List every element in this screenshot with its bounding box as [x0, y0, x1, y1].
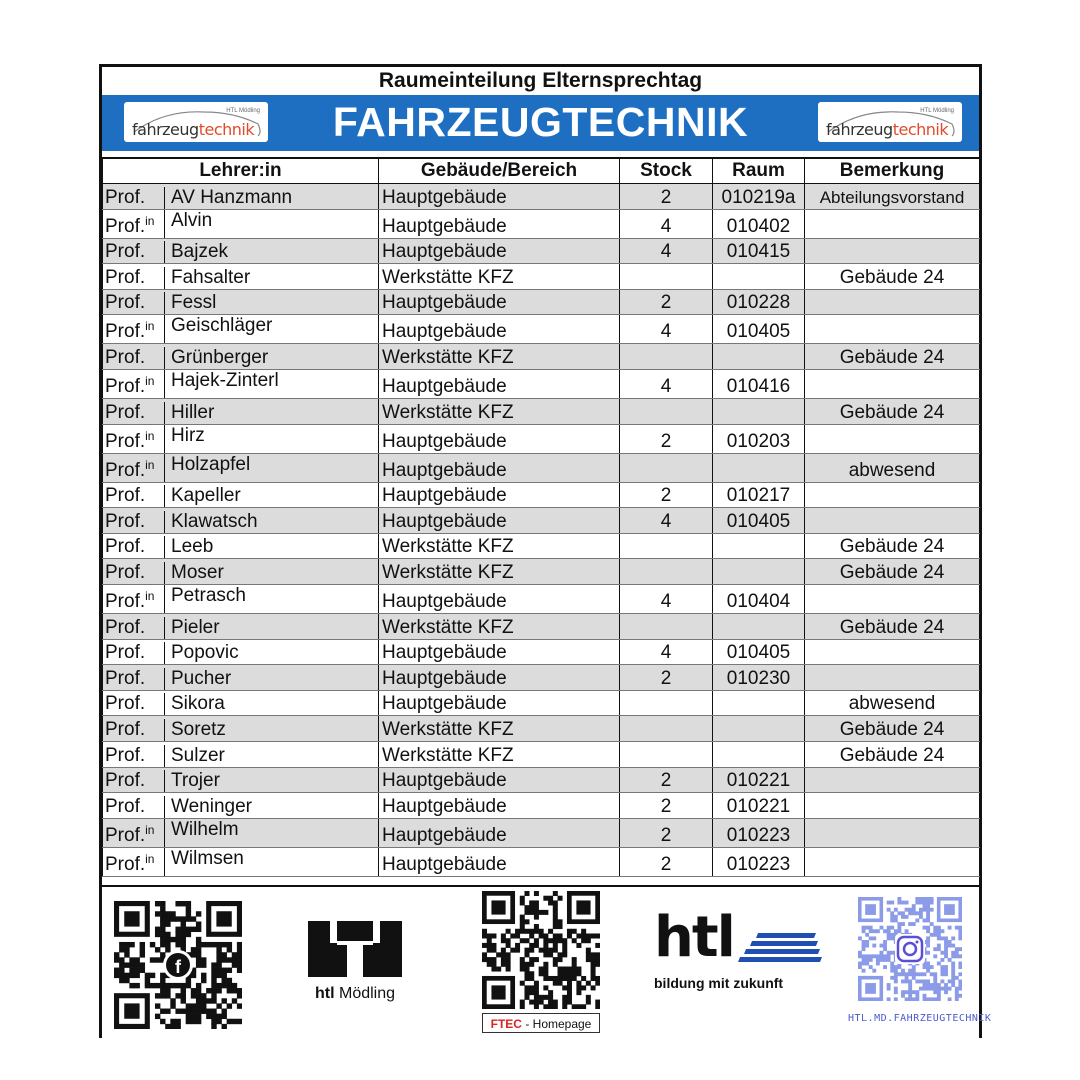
teacher-cell: [103, 665, 379, 691]
building-cell: Hauptgebäude: [379, 584, 620, 613]
ftec-homepage-caption: FTEC - Homepage: [482, 1013, 600, 1033]
note-cell: Gebäude 24: [805, 716, 980, 742]
teacher-title: Prof.: [103, 241, 165, 263]
note-cell: Gebäude 24: [805, 398, 980, 424]
table-row: [103, 716, 980, 742]
teacher-name: Popovic: [171, 642, 239, 664]
table-row: [103, 453, 980, 482]
teacher-title: Prof.: [103, 485, 165, 507]
table-row: [103, 818, 980, 847]
table-row: [103, 613, 980, 639]
stock-cell: [620, 344, 713, 370]
ftec-homepage-qr: [482, 891, 602, 1037]
stock-cell: [620, 453, 713, 482]
teacher-cell: [103, 398, 379, 424]
teacher-cell: [103, 344, 379, 370]
teacher-title: Prof.: [103, 693, 165, 715]
note-cell: [805, 424, 980, 453]
room-cell: 010416: [713, 369, 805, 398]
building-cell: Werkstätte KFZ: [379, 344, 620, 370]
column-header-building: Gebäude/Bereich: [379, 159, 620, 184]
header-separator: [102, 151, 979, 159]
teacher-title: Prof.: [103, 347, 165, 369]
teacher-cell: [103, 793, 379, 819]
teacher-name: Wilhelm: [171, 818, 239, 840]
table-row: [103, 264, 980, 290]
stock-cell: 4: [620, 209, 713, 238]
room-cell: [713, 716, 805, 742]
teacher-name: Alvin: [171, 209, 213, 231]
note-cell: Gebäude 24: [805, 264, 980, 290]
table-row: [103, 398, 980, 424]
teacher-cell: [103, 424, 379, 453]
table-row: [103, 741, 980, 767]
building-cell: Werkstätte KFZ: [379, 533, 620, 559]
banner-title: FAHRZEUGTECHNIK: [332, 99, 749, 145]
teacher-name: Bajzek: [171, 241, 229, 263]
teacher-title: Prof.: [103, 402, 165, 424]
table-row: [103, 184, 980, 210]
room-cell: [713, 741, 805, 767]
note-cell: [805, 238, 980, 264]
room-cell: 010402: [713, 209, 805, 238]
teacher-name: Hajek-Zinterl: [171, 369, 279, 391]
teacher-name: Sikora: [171, 693, 225, 715]
building-cell: Hauptgebäude: [379, 690, 620, 716]
logo-text: fahrzeugtechnik: [826, 120, 949, 139]
note-cell: Gebäude 24: [805, 613, 980, 639]
room-cell: 010219a: [713, 184, 805, 210]
table-row: [103, 344, 980, 370]
teacher-title: Prof.: [103, 745, 165, 767]
table-row: [103, 508, 980, 534]
htl-brand-logo: [654, 905, 824, 1003]
teacher-name: Holzapfel: [171, 453, 251, 475]
building-cell: Hauptgebäude: [379, 639, 620, 665]
building-cell: Hauptgebäude: [379, 767, 620, 793]
column-header-teacher: Lehrer:in: [103, 159, 379, 184]
note-cell: [805, 209, 980, 238]
teacher-title: Prof.$^{in}$: [103, 425, 165, 453]
footer: [102, 885, 992, 1040]
room-cell: 010405: [713, 639, 805, 665]
note-cell: [805, 289, 980, 315]
teacher-title: Prof.$^{in}$: [103, 454, 165, 482]
room-cell: 010217: [713, 482, 805, 508]
teacher-name: Pieler: [171, 616, 220, 638]
stock-cell: [620, 533, 713, 559]
note-cell: Abteilungsvorstand: [805, 184, 980, 210]
table-row: [103, 533, 980, 559]
table-row: [103, 289, 980, 315]
teacher-cell: [103, 613, 379, 639]
teacher-title: Prof.: [103, 796, 165, 818]
teacher-name: Leeb: [171, 536, 214, 558]
building-cell: Hauptgebäude: [379, 508, 620, 534]
teacher-name: Kapeller: [171, 485, 241, 507]
instagram-qr: [848, 897, 992, 1037]
building-cell: Werkstätte KFZ: [379, 398, 620, 424]
table-row: [103, 847, 980, 876]
teacher-title: Prof.: [103, 562, 165, 584]
stock-cell: 4: [620, 369, 713, 398]
instagram-icon: [858, 897, 962, 1001]
teacher-name: Fessl: [171, 292, 217, 314]
room-cell: [713, 613, 805, 639]
htl-brand-mark: htl: [654, 905, 734, 970]
note-cell: [805, 482, 980, 508]
stock-cell: 2: [620, 424, 713, 453]
stock-cell: 2: [620, 289, 713, 315]
document-frame: [99, 64, 992, 1038]
stock-cell: [620, 741, 713, 767]
banner: [102, 95, 979, 151]
column-header-note: Bemerkung: [805, 159, 980, 184]
teacher-title: Prof.$^{in}$: [103, 315, 165, 343]
room-cell: 010230: [713, 665, 805, 691]
stock-cell: [620, 613, 713, 639]
note-cell: [805, 818, 980, 847]
htl-stripes-icon: [736, 931, 826, 971]
note-cell: [805, 793, 980, 819]
teacher-name: Trojer: [171, 770, 220, 792]
room-cell: 010415: [713, 238, 805, 264]
teacher-name: AV Hanzmann: [171, 186, 293, 208]
column-header-stock: Stock: [620, 159, 713, 184]
table-row: [103, 690, 980, 716]
teacher-cell: [103, 209, 379, 238]
htl-building-icon: [302, 917, 408, 981]
stock-cell: [620, 559, 713, 585]
stock-cell: 2: [620, 847, 713, 876]
note-cell: Gebäude 24: [805, 533, 980, 559]
stock-cell: 2: [620, 184, 713, 210]
page-title: Raumeinteilung Elternsprechtag: [378, 69, 703, 92]
teacher-cell: [103, 453, 379, 482]
building-cell: Werkstätte KFZ: [379, 559, 620, 585]
building-cell: Hauptgebäude: [379, 482, 620, 508]
stock-cell: 2: [620, 818, 713, 847]
teacher-cell: [103, 639, 379, 665]
building-cell: Hauptgebäude: [379, 665, 620, 691]
building-cell: Hauptgebäude: [379, 238, 620, 264]
stock-cell: 4: [620, 508, 713, 534]
teacher-cell: [103, 482, 379, 508]
table-row: [103, 238, 980, 264]
teacher-cell: [103, 369, 379, 398]
qr-code-icon: [482, 891, 600, 1009]
teacher-name: Petrasch: [171, 584, 246, 606]
table-row: [103, 424, 980, 453]
table-body: [103, 184, 980, 877]
htl-moedling-logo: [302, 917, 408, 1017]
room-cell: 010405: [713, 508, 805, 534]
teacher-cell: [103, 533, 379, 559]
logo-small-text: HTL Mödling: [226, 108, 260, 114]
teacher-title: Prof.: [103, 292, 165, 314]
building-cell: Hauptgebäude: [379, 369, 620, 398]
note-cell: [805, 584, 980, 613]
room-cell: [713, 533, 805, 559]
building-cell: Hauptgebäude: [379, 818, 620, 847]
teacher-name: Soretz: [171, 718, 226, 740]
logo-text: fahrzeugtechnik: [132, 120, 255, 139]
stock-cell: 2: [620, 793, 713, 819]
stock-cell: [620, 398, 713, 424]
teacher-title: Prof.: [103, 770, 165, 792]
table-row: [103, 559, 980, 585]
note-cell: [805, 315, 980, 344]
teacher-name: Hirz: [171, 424, 205, 446]
stock-cell: 2: [620, 767, 713, 793]
building-cell: Werkstätte KFZ: [379, 716, 620, 742]
teacher-cell: [103, 315, 379, 344]
note-cell: [805, 639, 980, 665]
note-cell: [805, 665, 980, 691]
teacher-title: Prof.$^{in}$: [103, 210, 165, 238]
room-cell: 010221: [713, 767, 805, 793]
htl-moedling-caption: htl Mödling: [314, 985, 396, 1002]
teacher-cell: [103, 289, 379, 315]
teacher-name: Weninger: [171, 795, 252, 817]
table-row: [103, 767, 980, 793]
building-cell: Werkstätte KFZ: [379, 613, 620, 639]
building-cell: Hauptgebäude: [379, 289, 620, 315]
facebook-qr-code: [114, 901, 242, 1034]
teacher-title: Prof.: [103, 668, 165, 690]
note-cell: abwesend: [805, 453, 980, 482]
building-cell: Hauptgebäude: [379, 793, 620, 819]
teacher-cell: [103, 741, 379, 767]
teacher-name: Grünberger: [171, 346, 269, 368]
room-cell: 010221: [713, 793, 805, 819]
teacher-name: Geischläger: [171, 315, 273, 337]
note-cell: [805, 767, 980, 793]
building-cell: Werkstätte KFZ: [379, 264, 620, 290]
logo-small-text: HTL Mödling: [920, 108, 954, 114]
teacher-name: Sulzer: [171, 744, 225, 766]
stock-cell: 4: [620, 315, 713, 344]
building-cell: Hauptgebäude: [379, 315, 620, 344]
facebook-icon: [114, 901, 242, 1029]
teacher-name: Wilmsen: [171, 847, 244, 869]
teacher-cell: [103, 716, 379, 742]
teacher-cell: [103, 690, 379, 716]
teacher-cell: [103, 238, 379, 264]
teacher-title: Prof.$^{in}$: [103, 848, 165, 876]
building-cell: Hauptgebäude: [379, 209, 620, 238]
teacher-title: Prof.: [103, 536, 165, 558]
stock-cell: 4: [620, 639, 713, 665]
table-row: [103, 665, 980, 691]
room-cell: 010223: [713, 847, 805, 876]
note-cell: [805, 369, 980, 398]
note-cell: Gebäude 24: [805, 741, 980, 767]
teacher-title: Prof.: [103, 719, 165, 741]
building-cell: Hauptgebäude: [379, 847, 620, 876]
fahrzeugtechnik-logo-right: [818, 102, 962, 142]
room-cell: 010228: [713, 289, 805, 315]
teacher-name: Pucher: [171, 667, 232, 689]
teacher-title: Prof.$^{in}$: [103, 819, 165, 847]
teacher-cell: [103, 847, 379, 876]
teacher-cell: [103, 184, 379, 210]
instagram-handle: HTL.MD.FAHRZEUGTECHNIK: [848, 1013, 992, 1024]
table-row: [103, 793, 980, 819]
building-cell: Hauptgebäude: [379, 184, 620, 210]
building-cell: Hauptgebäude: [379, 453, 620, 482]
stock-cell: 2: [620, 665, 713, 691]
note-cell: abwesend: [805, 690, 980, 716]
teacher-title: Prof.: [103, 511, 165, 533]
stock-cell: 4: [620, 238, 713, 264]
stock-cell: 4: [620, 584, 713, 613]
note-cell: [805, 508, 980, 534]
room-cell: 010203: [713, 424, 805, 453]
stock-cell: [620, 690, 713, 716]
room-cell: 010404: [713, 584, 805, 613]
stock-cell: [620, 264, 713, 290]
note-cell: Gebäude 24: [805, 344, 980, 370]
teacher-title: Prof.: [103, 617, 165, 639]
column-header-room: Raum: [713, 159, 805, 184]
teacher-name: Fahsalter: [171, 266, 251, 288]
teacher-name: Moser: [171, 561, 224, 583]
teacher-cell: [103, 264, 379, 290]
room-cell: [713, 398, 805, 424]
teacher-cell: [103, 818, 379, 847]
teacher-cell: [103, 767, 379, 793]
htl-tagline: bildung mit zukunft: [654, 975, 784, 991]
svg-text:f: f: [175, 957, 181, 977]
room-cell: [713, 344, 805, 370]
note-cell: [805, 847, 980, 876]
teacher-title: Prof.$^{in}$: [103, 370, 165, 398]
note-cell: Gebäude 24: [805, 559, 980, 585]
room-cell: 010405: [713, 315, 805, 344]
room-cell: 010223: [713, 818, 805, 847]
teacher-title: Prof.: [103, 187, 165, 209]
teacher-title: Prof.: [103, 267, 165, 289]
table-row: [103, 369, 980, 398]
room-cell: [713, 690, 805, 716]
teacher-cell: [103, 559, 379, 585]
stock-cell: 2: [620, 482, 713, 508]
table-row: [103, 315, 980, 344]
room-cell: [713, 264, 805, 290]
table-header-row: [103, 159, 980, 184]
teacher-title: Prof.$^{in}$: [103, 585, 165, 613]
room-cell: [713, 559, 805, 585]
building-cell: Hauptgebäude: [379, 424, 620, 453]
teacher-cell: [103, 584, 379, 613]
building-cell: Werkstätte KFZ: [379, 741, 620, 767]
room-table: [102, 159, 980, 877]
teacher-title: Prof.: [103, 642, 165, 664]
table-row: [103, 584, 980, 613]
table-row: [103, 482, 980, 508]
room-cell: [713, 453, 805, 482]
stock-cell: [620, 716, 713, 742]
teacher-name: Hiller: [171, 401, 215, 423]
teacher-cell: [103, 508, 379, 534]
teacher-name: Klawatsch: [171, 510, 258, 532]
table-row: [103, 639, 980, 665]
table-row: [103, 209, 980, 238]
